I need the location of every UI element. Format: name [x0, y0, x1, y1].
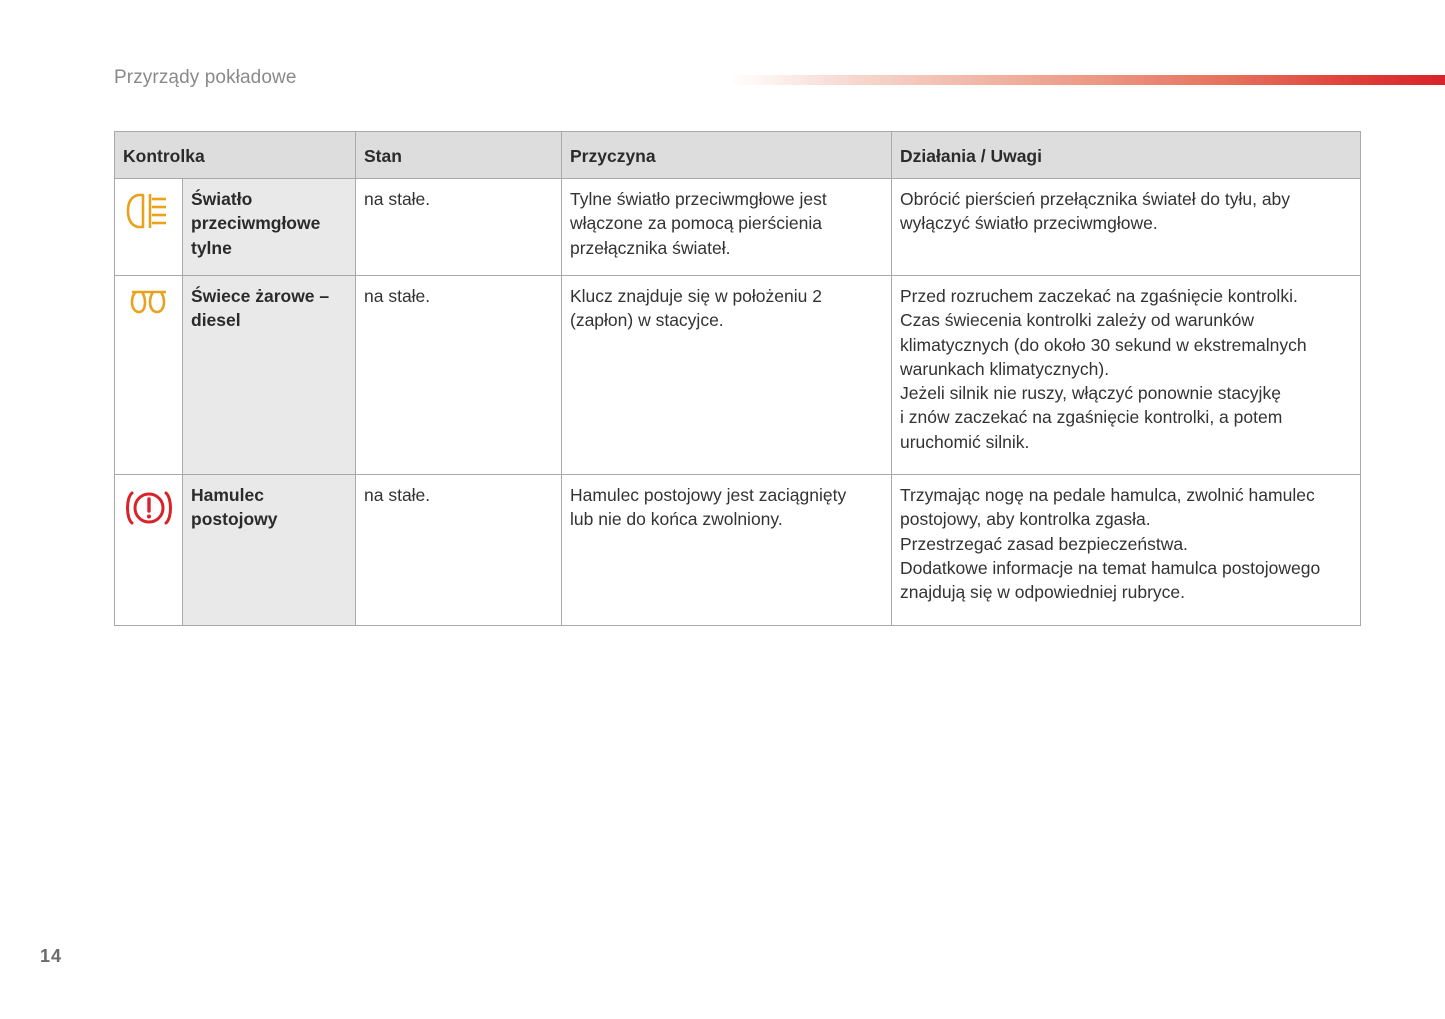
icon-cell [115, 276, 183, 475]
action-line: Dodatkowe informacje na temat hamulca postojowego [900, 557, 1321, 578]
cause-cell [562, 475, 892, 626]
cause-cell [562, 179, 892, 276]
action-line: Przed rozruchem zaczekać na zgaśnięcie kontrolki. [900, 286, 1298, 306]
table-row [115, 276, 1361, 475]
page-section-title: Przyrządy pokładowe [114, 67, 297, 88]
column-header-dzialania: Działania / Uwagi [892, 132, 1361, 179]
table-row [115, 475, 1361, 626]
action-cell [892, 276, 1361, 475]
header-accent-bar [730, 75, 1445, 85]
page-number: 14 [40, 946, 63, 966]
cause-line: lub nie do końca zwolniony. [570, 509, 783, 530]
table-row [115, 179, 1361, 276]
action-line: uruchomić silnik. [900, 431, 1030, 452]
warning-name-line: przeciwmgłowe [191, 213, 321, 234]
warning-name-line: Hamulec [191, 485, 264, 505]
warning-name-cell [183, 475, 356, 626]
icon-cell [115, 475, 183, 626]
icon-cell [115, 179, 183, 276]
action-line: Przestrzegać zasad bezpieczeństwa. [900, 533, 1188, 554]
state-cell: na stałe. [356, 276, 562, 475]
action-line: Obrócić pierścień przełącznika świateł do tyłu, aby [900, 189, 1291, 209]
warning-name-line: tylne [191, 237, 232, 258]
cause-line: włączone za pomocą pierścienia [570, 213, 822, 234]
cause-cell [562, 276, 892, 475]
action-line: warunkach klimatycznych). [900, 358, 1110, 379]
warning-name-line: diesel [191, 310, 241, 331]
column-header-stan: Stan [356, 132, 562, 179]
state-cell: na stałe. [356, 179, 562, 276]
action-line: postojowy, aby kontrolka zgasła. [900, 509, 1151, 530]
cause-line: Tylne światło przeciwmgłowe jest [570, 189, 827, 209]
rear-fog-light-icon [126, 191, 172, 231]
table-header-row [115, 132, 1361, 179]
action-cell [892, 475, 1361, 626]
warning-lights-table [114, 131, 1361, 626]
warning-name-line: postojowy [191, 509, 278, 530]
warning-name-line: Światło [191, 189, 253, 209]
action-line: Jeżeli silnik nie ruszy, włączyć ponownie stacyjkę [900, 383, 1281, 404]
action-line: wyłączyć światło przeciwmgłowe. [900, 213, 1158, 234]
warning-name-cell [183, 179, 356, 276]
warning-name-cell [183, 276, 356, 475]
action-line: znajdują się w odpowiedniej rubryce. [900, 582, 1186, 603]
state-cell: na stałe. [356, 475, 562, 626]
cause-line: Klucz znajduje się w położeniu 2 [570, 286, 822, 306]
action-line: Czas świecenia kontrolki zależy od warunków [900, 310, 1255, 331]
glow-plug-icon [129, 288, 169, 316]
warning-name-line: Świece żarowe – [191, 286, 330, 306]
action-line: klimatycznych (do około 30 sekund w ekstremalnych [900, 334, 1307, 355]
cause-line: (zapłon) w stacyjce. [570, 310, 724, 331]
column-header-przyczyna: Przyczyna [562, 132, 892, 179]
column-header-kontrolka: Kontrolka [115, 132, 356, 179]
action-cell [892, 179, 1361, 276]
action-line: i znów zaczekać na zgaśnięcie kontrolki, a potem [900, 407, 1283, 428]
parking-brake-icon [124, 487, 174, 529]
cause-line: Hamulec postojowy jest zaciągnięty [570, 485, 847, 505]
cause-line: przełącznika świateł. [570, 237, 731, 258]
action-line: Trzymając nogę na pedale hamulca, zwolnić hamulec [900, 485, 1315, 505]
